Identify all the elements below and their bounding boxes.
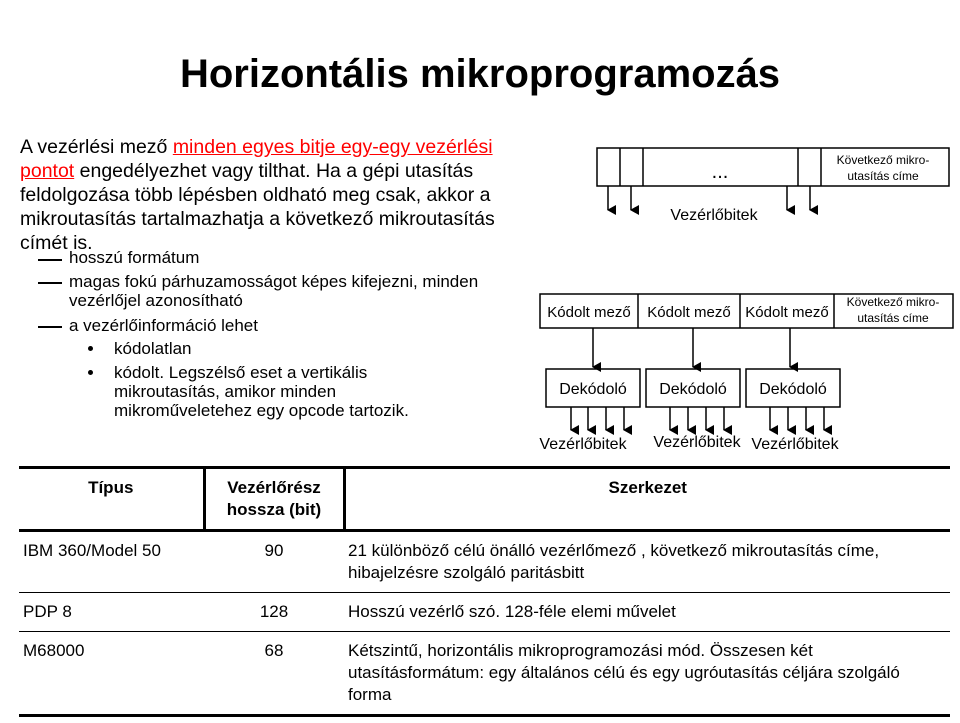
header-szerkezet: Szerkezet xyxy=(344,468,950,531)
middle-encoded-field-2: Kódolt mező xyxy=(647,304,731,321)
cell-szerkezet: 21 különböző célú önálló vezérlőmező , következő mikroutasítás címe, hibajelzésre szolgáló paritásbitt xyxy=(344,531,950,593)
list-item-kodolt: kódolt. Legszélső eset a vertikális mikroutasítás, amikor minden mikroműveletehez egy opcode tartozik. xyxy=(114,363,409,420)
table-header-row xyxy=(19,468,950,531)
decoder-label-1: Dekódoló xyxy=(559,381,627,398)
list-item-kodolatlan: kódolatlan xyxy=(114,339,192,358)
middle-encoded-field-3: Kódolt mező xyxy=(745,304,829,321)
cell-bits: 68 xyxy=(204,632,344,716)
decoder-label-3: Dekódoló xyxy=(759,381,827,398)
microprogram-table xyxy=(19,466,950,717)
output-label-3: Vezérlőbitek xyxy=(751,436,839,453)
cell-tipus: IBM 360/Model 50 xyxy=(19,531,204,593)
top-vezerlobitek-label: Vezérlőbitek xyxy=(670,207,758,224)
header-vezerloresz-line1: Vezérlőrész xyxy=(227,478,321,497)
intro-highlight: minden egyes bitje egy-egy vezérlési pontot xyxy=(20,136,493,182)
list-item-parhuzamossag: magas fokú párhuzamosságot képes kifejezni, minden vezérlőjel azonosítható xyxy=(69,272,479,310)
page-title: Horizontális mikroprogramozás xyxy=(179,52,781,96)
decoder-label-2: Dekódoló xyxy=(659,381,727,398)
cell-bits: 128 xyxy=(204,593,344,632)
list-item-vezerloinformacio: a vezérlőinformáció lehet xyxy=(69,316,258,335)
header-vezerloresz-line2: hossza (bit) xyxy=(226,500,322,519)
table-row xyxy=(19,593,950,632)
table-row xyxy=(19,531,950,593)
cell-bits: 90 xyxy=(204,531,344,593)
intro-text-2: engedélyezhet vagy tilthat. Ha a gépi utasítás feldolgozása több lépésben oldható meg csak, akkor a mikroutasítás tartalmazhatja a következő mikroutasítás címét is. xyxy=(20,160,495,254)
list-item-hosszu: hosszú formátum xyxy=(69,248,200,267)
top-next-address-line1: Következő mikro- xyxy=(836,153,930,167)
cell-szerkezet: Kétszintű, horizontális mikroprogramozási mód. Összesen két utasításformátum: egy általános célú és egy ugróutasítás céljára szolgáló forma xyxy=(344,632,950,716)
cell-tipus: PDP 8 xyxy=(19,593,204,632)
top-next-address-line2: utasítás címe xyxy=(847,169,919,183)
cell-szerkezet: Hosszú vezérlő szó. 128-féle elemi művelet xyxy=(344,593,950,632)
intro-text-1: A vezérlési mező xyxy=(20,136,173,158)
header-vezerloresz xyxy=(204,468,344,531)
middle-next-address-line2: utasítás címe xyxy=(857,311,929,325)
output-label-2: Vezérlőbitek xyxy=(653,434,741,451)
middle-encoded-field-1: Kódolt mező xyxy=(547,304,631,321)
cell-tipus: M68000 xyxy=(19,632,204,716)
table-row xyxy=(19,632,950,716)
output-label-1: Vezérlőbitek xyxy=(539,436,627,453)
middle-next-address-line1: Következő mikro- xyxy=(846,295,940,309)
top-ellipsis: ... xyxy=(711,161,729,183)
header-tipus: Típus xyxy=(19,468,204,531)
